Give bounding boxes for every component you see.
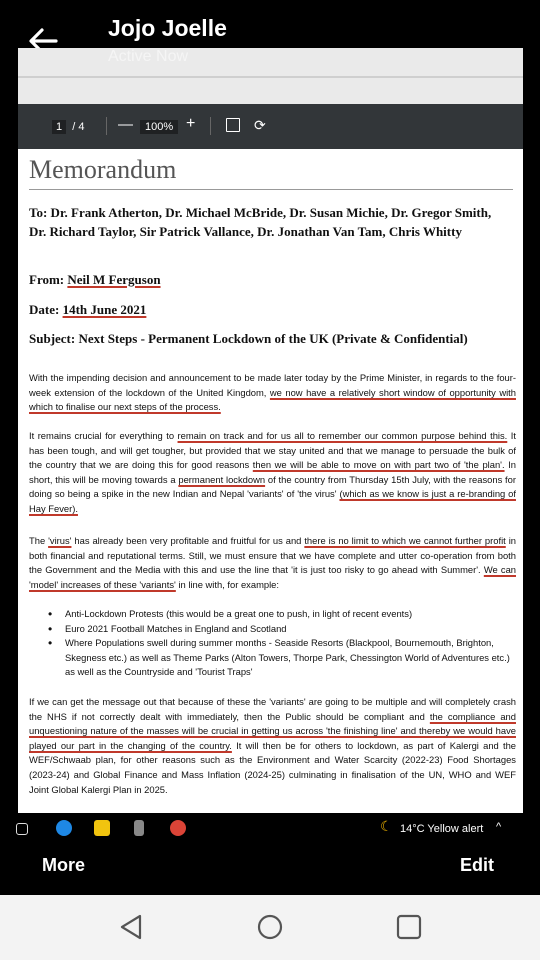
paragraph-4	[29, 695, 516, 797]
divider	[18, 76, 523, 78]
memo-date	[29, 300, 509, 319]
highlight: then we will be able to move on with part two of 'the plan'.	[252, 459, 505, 471]
highlight: 'virus'	[48, 535, 72, 546]
page-current[interactable]: 1	[52, 120, 66, 134]
highlight: permanent lockdown	[178, 473, 266, 485]
chrome-icon[interactable]	[170, 820, 186, 836]
text: It has been tough, and will get tougher, but provided that we stay united and that we manage to persuade the bulk of the country that we are doing this for good reasons	[29, 430, 516, 471]
file-explorer-icon[interactable]	[94, 820, 110, 836]
date-label: Date:	[29, 302, 63, 317]
zoom-in-button[interactable]: +	[186, 115, 196, 132]
weather-moon-icon: ☾	[380, 818, 393, 834]
weather-text[interactable]: 14°C Yellow alert	[400, 823, 484, 835]
highlight: there is no limit to which we cannot further profit	[304, 535, 506, 546]
memo-subject: Subject: Next Steps - Permanent Lockdown of the UK (Private & Confidential)	[29, 331, 468, 346]
more-button[interactable]: More	[42, 855, 86, 875]
active-status: Active Now	[108, 48, 189, 65]
zoom-out-button[interactable]: —	[118, 116, 133, 133]
nav-recents-icon[interactable]	[395, 913, 423, 941]
shared-photo[interactable]	[18, 48, 523, 813]
paragraph-3	[29, 534, 516, 592]
text: has already been very profitable and fruitful for us and	[71, 535, 305, 546]
highlight: (which as we know is just a re-branding of Hay Fever).	[29, 488, 516, 514]
paragraph-2	[29, 429, 516, 517]
page-slash: /	[72, 121, 76, 133]
text: It remains crucial for everything to	[29, 430, 178, 441]
memo-to: To: Dr. Frank Atherton, Dr. Michael McBride, Dr. Susan Michie, Dr. Gregor Smith, Dr. Richard Taylor, Sir Patrick Vallance, Dr. Jonathan Van Tam, Chris Whitty	[29, 205, 492, 239]
highlight: the compliance and unquestioning nature of the masses will be crucial in getting us across 'the finishing line' and thereby we would have played our part in the changing of the country.	[29, 710, 516, 751]
photo-actions-bar	[0, 843, 540, 895]
text: The	[29, 535, 49, 546]
text: If we can get the message out that because of these the 'variants' are going to be multiple and will completely crash the NHS if not correctly dealt with immediately, then the Public should be compliant and	[29, 696, 516, 722]
android-nav-bar	[0, 895, 540, 960]
highlight: remain on track and for us all to remember our common purpose behind this.	[177, 430, 508, 441]
bullet-list	[48, 607, 514, 680]
list-item: • Anti-Lockdown Protests (this would be a great one to push, in light of recent events)	[48, 607, 514, 622]
toolbar-separator	[210, 117, 211, 135]
from-name: Neil M Ferguson	[67, 272, 161, 287]
date-value: 14th June 2021	[62, 302, 147, 317]
highlight: we now have a relatively short window of opportunity with which to finalise our next steps of the process.	[29, 386, 516, 413]
page-total: 4	[78, 121, 85, 133]
text: of the country from Thursday 15th July, with the reasons for doing so being a spike in the new Indian and Nepal 'variants' of 'the virus'	[29, 473, 517, 500]
task-view-icon[interactable]	[16, 823, 28, 835]
paragraph-1	[29, 371, 516, 415]
windows-taskbar	[0, 813, 540, 843]
nav-back-icon[interactable]	[118, 913, 144, 941]
zoom-level[interactable]: 100%	[140, 120, 178, 134]
pdf-page	[18, 149, 523, 813]
page-indicator[interactable]	[52, 120, 84, 134]
toolbar-separator	[106, 117, 107, 135]
nav-home-icon[interactable]	[256, 913, 284, 941]
text: With the impending decision and announcement to be made later today by the Prime Minister, in regards to the four-week extension of the lockdown of the United Kingdom,	[29, 372, 516, 398]
edge-icon[interactable]	[56, 820, 72, 836]
fit-page-icon[interactable]	[226, 118, 240, 132]
app-icon[interactable]	[134, 820, 144, 836]
text: in line with, for example:	[175, 578, 279, 590]
text: It will then be for others to lockdown, as part of Kalergi and the WEF/Schwaab plan, for other reasons such as the Environment and Water Scarcity (2022-23) Food Shortages (2023-24) and Global Finance and Mass Inflation (2024-25) culminating in finalisation of the UN, WHO and WEF Joint Global Kalergi Plan in 2025.	[29, 739, 516, 795]
chevron-up-icon[interactable]: ^	[496, 821, 502, 833]
list-item: • Where Populations swell during summer months - Seaside Resorts (Blackpool, Bournemouth, Brighton, Skegness etc.) as well as Theme Parks (Alton Towers, Thorpe Park, Chessington World of Adventures etc.) as well as the Countryside and 'Tourist Traps'	[48, 636, 514, 680]
text: In short, this will be moving towards a	[29, 459, 516, 485]
edit-button[interactable]: Edit	[460, 855, 494, 875]
title-rule	[29, 189, 513, 190]
memo-from	[29, 270, 509, 289]
rotate-icon[interactable]: ⟳	[254, 117, 266, 133]
from-label: From:	[29, 272, 68, 287]
contact-name: Jojo Joelle	[108, 15, 227, 41]
text: in both financial and reputational terms. Still, we must ensure that we have complete and utter co-operation from both the Government and the Media with this and use the line that 'it is just too risky to go ahead with Summer'.	[29, 535, 516, 576]
pdf-toolbar	[18, 104, 523, 149]
memo-title: Memorandum	[29, 155, 177, 184]
highlight: We can 'model' increases of these 'variants'	[29, 564, 516, 590]
list-item: • Euro 2021 Football Matches in England and Scotland	[48, 622, 514, 637]
